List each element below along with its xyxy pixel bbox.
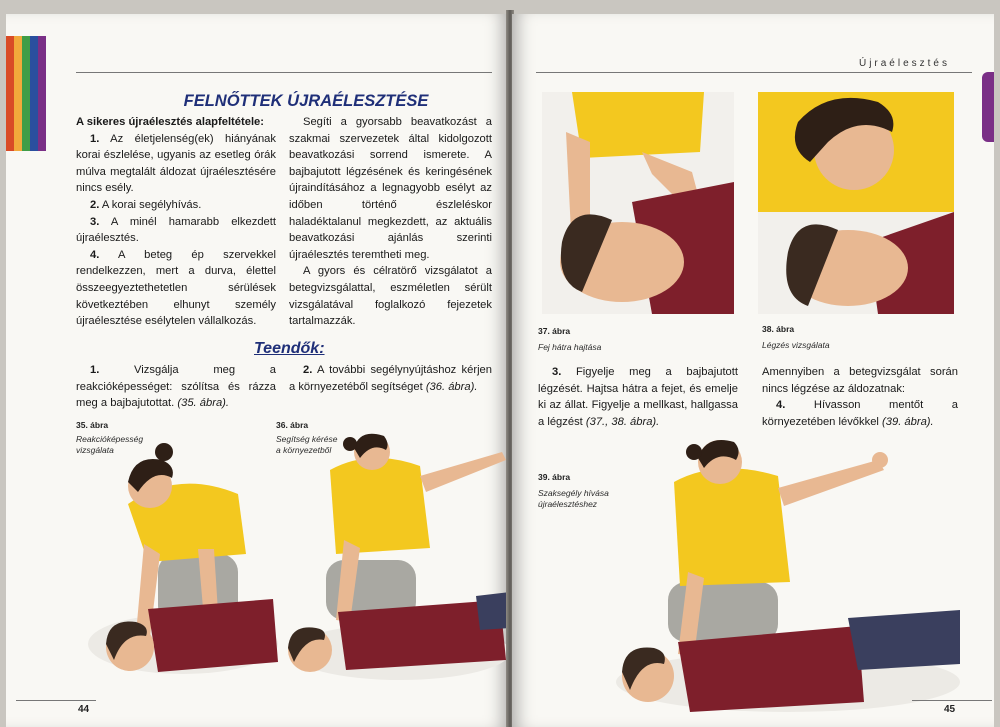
figure-36-number: 36. ábra [276,420,309,430]
step-number: 2. [303,364,313,376]
figure-36-caption: Segítség kérése a környezetből [276,434,338,455]
tab-purple [38,36,46,151]
item-text: Az életjelenség(ek) hiányának korai észlelése, ugyanis az esetleg órák múlva megtalált áldozat újraélesztésére nincs esély. [76,132,276,195]
item-number: 4. [90,248,100,261]
tab-purple [982,72,994,142]
tab-red [6,36,14,151]
page-title: FELNŐTTEK ÚJRAÉLESZTÉSE [183,92,429,110]
bottom-rule [16,700,96,701]
subheading: Teendők: [254,340,325,357]
figure-ref: (39. ábra). [882,415,934,428]
step-number: 3. [552,366,562,378]
step-4-intro: Amennyiben a betegvizsgálat során nincs légzése az áldozatnak: [762,366,958,395]
figure-37-photo [542,92,734,314]
item-text: A beteg ép szervekkel rendelkezzen, mert a durva, élettel összeegyeztethetetlen sérülések következtében elhunyt személy újraélesztése esélytelen vállalkozás. [76,248,276,328]
top-rule [76,72,492,73]
figure-39-number: 39. ábra [538,472,571,482]
paragraph: A gyors és célratörő vizsgálatot a betegvizsgálattal, eszméletlen sérült vizsgálatával foglalkozó fejezetek tartalmazzák. [289,265,492,328]
left-page [6,14,508,727]
step-number: 1. [90,364,100,376]
item-number: 3. [90,215,100,228]
color-tabs [6,36,52,151]
step-3 [538,364,738,430]
column-2 [289,114,492,330]
right-page [512,14,994,727]
page-number-left: 44 [78,704,90,715]
step-text: Figyelje meg a bajbajutott légzését. Hajtsa hátra a fejet, és emelje ki az állat. Figyelje a mellkast, hallgassa a légzést [538,366,738,428]
figure-38-photo [758,92,954,314]
top-rule [536,72,972,73]
step-2 [289,362,492,395]
tab-orange [14,36,22,151]
paragraph: Segíti a gyorsabb beavatkozást a szakmai szervezetek által kidolgozott beavatkozási sorrend ismerete. A bajbajutott légzésének és keringésének újraindításához a legnagyobb esélyt az időben történő észleléskor haladéktalanul megkezdett, az aktuális beavatkozási ajánlás szerinti újraélesztés teremtheti meg. [289,116,492,261]
figure-39-photo [608,432,960,718]
figure-ref: (36. ábra). [425,380,478,393]
step-text: Vizsgálja meg a reakcióképességet: szólítsa és rázza meg a bajbajutottat. [76,364,276,410]
tab-green [22,36,30,151]
item-number: 1. [90,132,100,145]
page-number-right: 45 [944,704,956,715]
figure-37-number: 37. ábra [538,326,571,336]
step-1 [76,362,276,412]
figure-38-caption: Légzés vizsgálata [762,340,830,350]
figure-ref: (37., 38. ábra). [585,415,660,428]
item-text: A minél hamarabb elkezdett újraélesztés. [76,215,276,245]
figure-36-photo [280,430,508,692]
figure-38-number: 38. ábra [762,324,795,334]
column-1-heading: A sikeres újraélesztés alapfeltétele: [76,116,265,128]
figure-37-caption: Fej hátra hajtása [538,342,602,352]
figure-35-number: 35. ábra [76,420,109,430]
step-number: 4. [776,399,786,412]
item-text: A korai segélyhívás. [101,198,202,211]
item-number: 2. [90,198,100,211]
figure-39-caption: Szaksegély hívása újraélesztéshez [538,488,609,509]
step-text: Hívasson mentőt a környezetében lévőkkel [762,399,958,428]
tab-blue [30,36,38,151]
figure-35-caption: Reakcióképesség vizsgálata [76,434,144,455]
figure-35-photo [88,434,278,692]
figure-ref: (35. ábra). [177,397,230,410]
step-4 [762,364,958,430]
column-1 [76,114,276,330]
running-title: Újraélesztés [858,58,950,69]
bottom-rule [912,700,992,701]
step-text: A további segélynyújtáshoz kérjen a környezetéből segítséget [289,364,492,393]
